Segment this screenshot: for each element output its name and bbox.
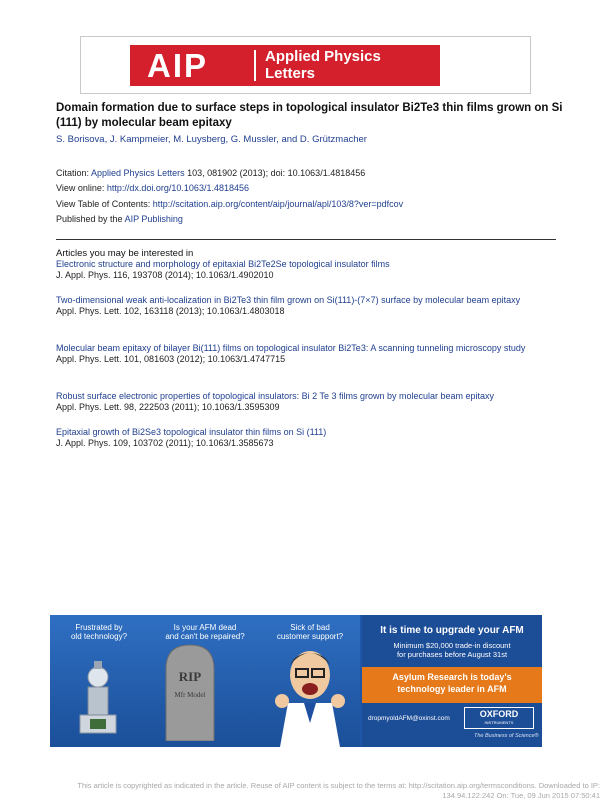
toc-label: View Table of Contents: (56, 199, 153, 209)
copyright-footer (0, 781, 612, 801)
frustrated-man-icon (274, 643, 346, 747)
oxford-logo (464, 707, 534, 729)
related-title-link[interactable]: Molecular beam epitaxy of bilayer Bi(111) films on topological insulator Bi2Te3: A scanning tunneling microscopy study (56, 343, 526, 353)
footer-line1: This article is copyrighted as indicated in the article. Reuse of AIP content is subject to the terms at: http://scitation.aip.org/termsconditions. Downloaded to IP: (77, 781, 600, 790)
citation-label: Citation: (56, 168, 92, 178)
afm-advertisement[interactable] (50, 615, 542, 747)
ad-orange-band (362, 667, 542, 703)
article-authors[interactable]: S. Borisova, J. Kampmeier, M. Luysberg, G. Mussler, and D. Grützmacher (56, 134, 367, 145)
citation-line (56, 167, 365, 179)
aip-logo-block (130, 45, 440, 86)
ad-offer-line2: for purchases before August 31st (396, 650, 508, 659)
citation-journal-link[interactable]: Applied Physics Letters (91, 168, 185, 178)
logo-divider (254, 50, 256, 81)
related-citation: Appl. Phys. Lett. 98, 222503 (2011); 10.1063/1.3595309 (56, 402, 280, 412)
ad-band-line1: Asylum Research is today's (392, 672, 512, 682)
journal-name-line2: Letters (265, 65, 316, 82)
related-citation: J. Appl. Phys. 109, 103702 (2011); 10.1063/1.3585673 (56, 438, 274, 448)
related-title-link[interactable]: Two-dimensional weak anti-localization in Bi2Te3 thin film grown on Si(111)-(7×7) surface by molecular beam epitaxy (56, 295, 521, 305)
article-title: Domain formation due to surface steps in topological insulator Bi2Te3 thin films grown on Si (111) by molecular beam epitaxy (56, 102, 563, 129)
tomb-sub-text: Mfr Model (174, 691, 206, 699)
related-citation: J. Appl. Phys. 116, 193708 (2014); 10.1063/1.4902010 (56, 270, 274, 280)
ad-email-link[interactable]: dropmyoldAFM@oxinst.com (368, 715, 450, 722)
related-item (56, 343, 561, 365)
view-online-line (56, 182, 249, 194)
related-title-link[interactable]: Epitaxial growth of Bi2Se3 topological insulator thin films on Si (111) (56, 427, 327, 437)
section-divider (56, 239, 556, 240)
ad-offer-line1: Minimum $20,000 trade-in discount (393, 641, 511, 650)
related-item (56, 391, 561, 413)
journal-name (265, 48, 381, 82)
oxford-logo-text: OXFORD (479, 709, 519, 719)
ad-offer-panel (362, 615, 542, 747)
related-citation: Appl. Phys. Lett. 102, 163118 (2013); 10.1063/1.4803018 (56, 306, 285, 316)
microscope-icon (70, 657, 125, 737)
citation-details: 103, 081902 (2013); doi: 10.1063/1.4818456 (184, 168, 366, 178)
related-title-link[interactable]: Electronic structure and morphology of epitaxial Bi2Te2Se topological insulator films (56, 259, 390, 269)
tombstone-icon (162, 641, 218, 741)
related-item (56, 259, 561, 281)
ad-offer (362, 641, 542, 659)
publisher-link[interactable]: AIP Publishing (124, 214, 183, 224)
view-online-label: View online: (56, 183, 107, 193)
oxford-logo-subtext: INSTRUMENTS (484, 720, 514, 725)
related-item (56, 295, 561, 317)
related-citation: Appl. Phys. Lett. 101, 081603 (2012); 10.1063/1.4747715 (56, 354, 286, 364)
ad-band-line2: technology leader in AFM (397, 684, 507, 694)
aip-logo-text: AIP (147, 47, 209, 84)
ad-panel-text-1: Frustrated by old technology? (70, 623, 128, 641)
journal-banner[interactable] (80, 36, 531, 94)
related-heading: Articles you may be interested in (56, 248, 194, 259)
tomb-rip-text: RIP (178, 669, 202, 684)
ad-tagline: The Business of Science® (474, 733, 539, 739)
related-title-link[interactable]: Robust surface electronic properties of topological insulators: Bi 2 Te 3 films grown by molecular beam epitaxy (56, 391, 495, 401)
related-item (56, 427, 561, 449)
toc-line (56, 198, 403, 210)
ad-panel-text-2: Is your AFM dead and can't be repaired? (165, 623, 245, 641)
toc-link[interactable]: http://scitation.aip.org/content/aip/journal/apl/103/8?ver=pdfcov (152, 199, 404, 209)
ad-band-text (362, 671, 542, 695)
ad-headline: It is time to upgrade your AFM (380, 625, 524, 636)
published-by-line (56, 213, 183, 225)
ad-panel-text-3: Sick of bad customer support? (276, 623, 344, 641)
journal-name-line1: Applied Physics (265, 48, 381, 65)
doi-link[interactable]: http://dx.doi.org/10.1063/1.4818456 (106, 183, 249, 193)
footer-line2: 134.94.122.242 On: Tue, 09 Jun 2015 07:50:41 (442, 791, 600, 800)
ad-image-panel (50, 615, 360, 747)
published-by-label: Published by the (56, 214, 125, 224)
